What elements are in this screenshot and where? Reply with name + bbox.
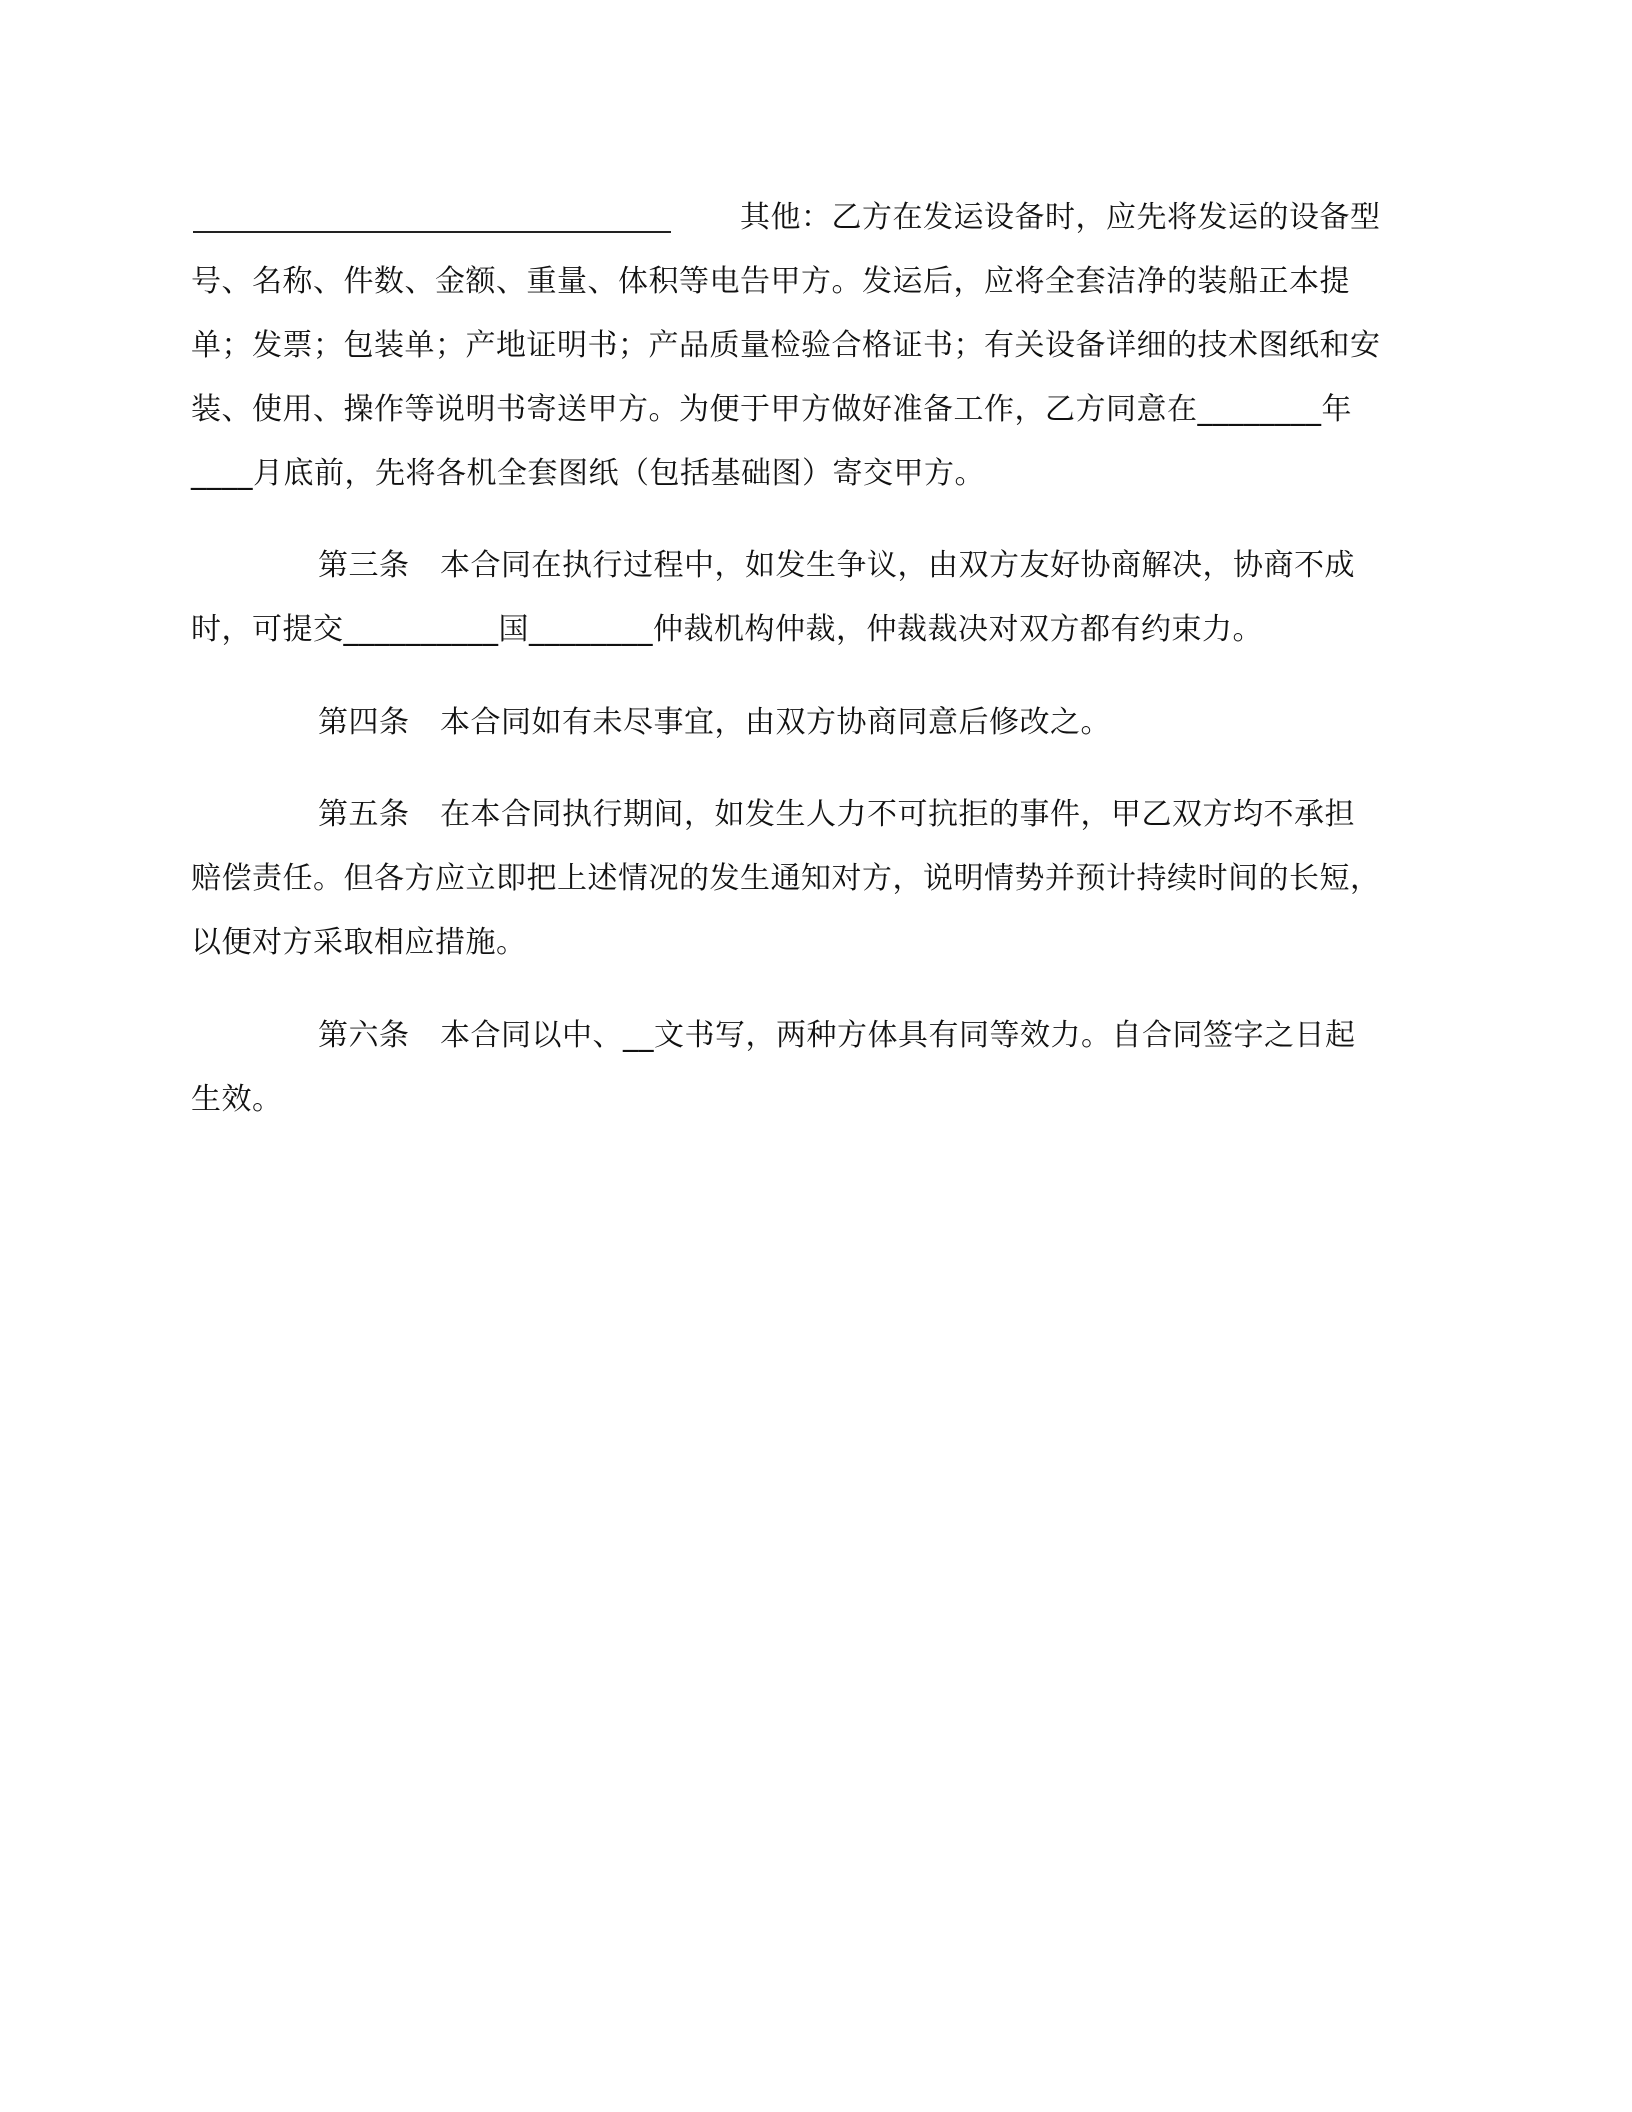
article-3-line-1: 第三条 本合同在执行过程中，如发生争议，由双方友好协商解决，协商不成 [318, 548, 1355, 583]
paragraph-other-line-4: 装、使用、操作等说明书寄送甲方。为便于甲方做好准备工作，乙方同意在________年 [191, 392, 1352, 427]
article-5-line-3: 以便对方采取相应措施。 [191, 925, 527, 960]
article-4-line-1: 第四条 本合同如有未尽事宜，由双方协商同意后修改之。 [318, 705, 1111, 740]
paragraph-other-line-1: 其他：乙方在发运设备时，应先将发运的设备型 [740, 200, 1381, 235]
fill-in-blank-line [193, 231, 671, 233]
paragraph-other-line-5: ____月底前，先将各机全套图纸（包括基础图）寄交甲方。 [191, 456, 985, 491]
article-6-line-2: 生效。 [191, 1082, 283, 1117]
article-5-line-1: 第五条 在本合同执行期间，如发生人力不可抗拒的事件，甲乙双方均不承担 [318, 797, 1355, 832]
paragraph-other-line-3: 单；发票；包装单；产地证明书；产品质量检验合格证书；有关设备详细的技术图纸和安 [191, 328, 1381, 363]
article-5-line-2: 赔偿责任。但各方应立即把上述情况的发生通知对方，说明情势并预计持续时间的长短， [191, 861, 1381, 896]
article-6-line-1: 第六条 本合同以中、__文书写，两种方体具有同等效力。自合同签字之日起 [318, 1018, 1356, 1053]
article-3-line-2: 时，可提交__________国________仲裁机构仲裁，仲裁裁决对双方都有约束力。 [191, 612, 1263, 647]
paragraph-other-line-2: 号、名称、件数、金额、重量、体积等电告甲方。发运后，应将全套洁净的装船正本提 [191, 264, 1350, 299]
